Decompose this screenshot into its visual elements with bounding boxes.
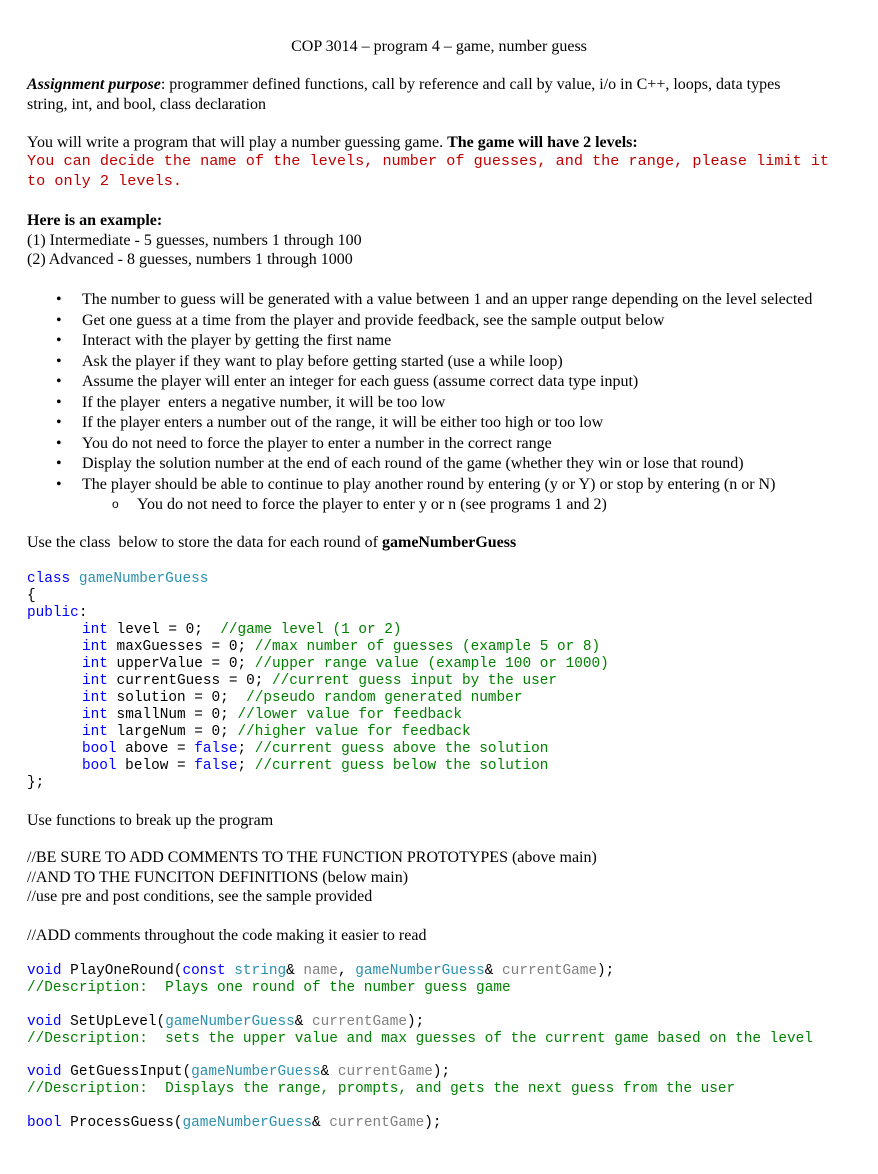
keyword-public: public xyxy=(27,605,79,621)
member-type: bool xyxy=(82,741,117,757)
document-title: COP 3014 – program 4 – game, number guess xyxy=(291,38,587,55)
prototype-end: ); xyxy=(424,1115,442,1131)
function-name: PlayOneRound( xyxy=(61,963,183,979)
member-comment: //pseudo random generated number xyxy=(246,690,523,706)
list-item: If the player enters a number out of the range, it will be either too high or too low xyxy=(82,414,604,431)
member-decl: above = xyxy=(116,741,195,757)
list-item: Display the solution number at the end of each round of the game (whether they win or lose that round) xyxy=(82,455,744,472)
code-colon: : xyxy=(78,605,88,621)
member-comment: //current guess below the solution xyxy=(254,758,549,774)
code-line xyxy=(27,570,208,589)
member-comment: //game level (1 or 2) xyxy=(220,622,402,638)
list-item: The number to guess will be generated with a value between 1 and an upper range depending on the level selected xyxy=(82,291,813,308)
bullet-marker: • xyxy=(56,353,62,370)
sub-list-item: You do not need to force the player to enter y or n (see programs 1 and 2) xyxy=(137,496,607,513)
member-type: int xyxy=(82,622,108,638)
member-type: int xyxy=(82,656,108,672)
list-item: Get one guess at a time from the player and provide feedback, see the sample output below xyxy=(82,312,665,329)
function-name: GetGuessInput( xyxy=(61,1064,192,1080)
intro-bold: The game will have 2 levels: xyxy=(447,134,638,151)
bullet-marker: • xyxy=(56,373,62,390)
class-intro xyxy=(27,533,516,552)
prototype-end: ); xyxy=(597,963,615,979)
comment-note-2: //AND TO THE FUNCITON DEFINITIONS (below main) xyxy=(27,869,409,886)
purpose-label: Assignment purpose xyxy=(27,76,161,93)
member-comment: //lower value for feedback xyxy=(237,707,462,723)
param-name: currentGame xyxy=(502,963,598,979)
member-decl: largeNum = 0; xyxy=(107,724,238,740)
param-type: string xyxy=(234,963,287,979)
code-line: { xyxy=(27,588,36,604)
prototype-description: //Description: Plays one round of the number guess game xyxy=(27,980,511,996)
code-line: }; xyxy=(27,775,45,791)
intro-red-line-1: You can decide the name of the levels, number of guesses, and the range, please limit it xyxy=(27,152,830,170)
purpose-line-1 xyxy=(27,75,780,94)
member-decl: upperValue = 0; xyxy=(107,656,255,672)
example-item-1: (1) Intermediate - 5 guesses, numbers 1 through 100 xyxy=(27,232,362,249)
member-value: false xyxy=(194,741,238,757)
bullet-marker: • xyxy=(56,455,62,472)
add-comments-note: //ADD comments throughout the code making it easier to read xyxy=(27,927,427,944)
member-type: int xyxy=(82,639,108,655)
member-type: int xyxy=(82,707,108,723)
example-heading xyxy=(27,211,162,230)
param-type: gameNumberGuess xyxy=(165,1014,295,1030)
list-item: Assume the player will enter an integer for each guess (assume correct data type input) xyxy=(82,373,639,390)
example-item-2: (2) Advanced - 8 guesses, numbers 1 through 1000 xyxy=(27,251,353,268)
code-line xyxy=(27,757,548,776)
bullet-marker: • xyxy=(56,291,62,308)
bullet-marker: • xyxy=(56,394,62,411)
member-decl: level = 0; xyxy=(107,622,221,638)
return-type: void xyxy=(27,1014,62,1030)
member-type: int xyxy=(82,690,108,706)
class-intro-text: Use the class below to store the data for each round of xyxy=(27,534,382,551)
example-heading-text: Here is an example: xyxy=(27,212,163,229)
comment-note-3: //use pre and post conditions, see the sample provided xyxy=(27,888,373,905)
return-type: void xyxy=(27,963,62,979)
member-decl: solution = 0; xyxy=(107,690,247,706)
function-name: ProcessGuess( xyxy=(61,1115,183,1131)
prototype-description: //Description: sets the upper value and max guesses of the current game based on the level xyxy=(27,1031,813,1047)
bullet-marker: • xyxy=(56,435,62,452)
list-item: Interact with the player by getting the first name xyxy=(82,332,392,349)
return-type: bool xyxy=(27,1115,62,1131)
class-name: gameNumberGuess xyxy=(78,571,209,587)
intro-red-line-2: to only 2 levels. xyxy=(27,172,182,190)
param-name: name xyxy=(303,963,338,979)
function-name: SetUpLevel( xyxy=(61,1014,166,1030)
reference-marker: & xyxy=(484,963,503,979)
intro-line xyxy=(27,133,638,152)
purpose-text: : programmer defined functions, call by reference and call by value, i/o in C++, loops, data types xyxy=(160,76,781,93)
reference-marker: & xyxy=(286,963,304,979)
member-type: int xyxy=(82,724,108,740)
list-item: If the player enters a negative number, it will be too low xyxy=(82,394,446,411)
reference-marker: & xyxy=(320,1064,338,1080)
member-decl: maxGuesses = 0; xyxy=(107,639,255,655)
param-name: currentGame xyxy=(329,1115,425,1131)
reference-marker: & xyxy=(312,1115,330,1131)
code-space xyxy=(226,963,235,979)
comment-note-1: //BE SURE TO ADD COMMENTS TO THE FUNCTION PROTOTYPES (above main) xyxy=(27,849,597,866)
param-type: gameNumberGuess xyxy=(182,1115,312,1131)
reference-marker: & xyxy=(294,1014,313,1030)
member-comment: //max number of guesses (example 5 or 8) xyxy=(254,639,601,655)
member-type: bool xyxy=(82,758,117,774)
list-item: You do not need to force the player to enter a number in the correct range xyxy=(82,435,552,452)
bullet-marker: • xyxy=(56,312,62,329)
prototype-description: //Description: Displays the range, prompts, and gets the next guess from the user xyxy=(27,1081,736,1097)
bullet-marker: • xyxy=(56,414,62,431)
purpose-line-2: string, int, and bool, class declaration xyxy=(27,96,267,113)
member-comment: //current guess input by the user xyxy=(272,673,557,689)
list-item: Ask the player if they want to play before getting started (use a while loop) xyxy=(82,353,563,370)
param-name: currentGame xyxy=(337,1064,433,1080)
param-type: gameNumberGuess xyxy=(355,963,485,979)
member-semicolon: ; xyxy=(237,741,255,757)
return-type: void xyxy=(27,1064,62,1080)
bullet-marker: • xyxy=(56,332,62,349)
member-decl: currentGuess = 0; xyxy=(107,673,273,689)
member-value: false xyxy=(194,758,238,774)
list-item: The player should be able to continue to play another round by entering (y or Y) or stop by entering (n or N) xyxy=(82,476,776,493)
bullet-marker: • xyxy=(56,476,62,493)
param-separator: , xyxy=(337,963,356,979)
class-intro-bold: gameNumberGuess xyxy=(382,534,517,551)
intro-text: You will write a program that will play a number guessing game. xyxy=(27,134,448,151)
member-semicolon: ; xyxy=(237,758,255,774)
keyword-class: class xyxy=(27,571,71,587)
param-type: gameNumberGuess xyxy=(191,1064,321,1080)
keyword-const: const xyxy=(182,963,226,979)
functions-intro: Use functions to break up the program xyxy=(27,812,274,829)
member-type: int xyxy=(82,673,108,689)
sub-bullet-marker: o xyxy=(112,497,119,511)
prototype-end: ); xyxy=(432,1064,451,1080)
member-comment: //current guess above the solution xyxy=(254,741,549,757)
member-decl: below = xyxy=(116,758,195,774)
member-comment: //higher value for feedback xyxy=(237,724,471,740)
param-name: currentGame xyxy=(312,1014,408,1030)
member-decl: smallNum = 0; xyxy=(107,707,238,723)
prototype-end: ); xyxy=(407,1014,425,1030)
member-comment: //upper range value (example 100 or 1000) xyxy=(254,656,609,672)
prototype-process-guess xyxy=(27,1114,442,1133)
